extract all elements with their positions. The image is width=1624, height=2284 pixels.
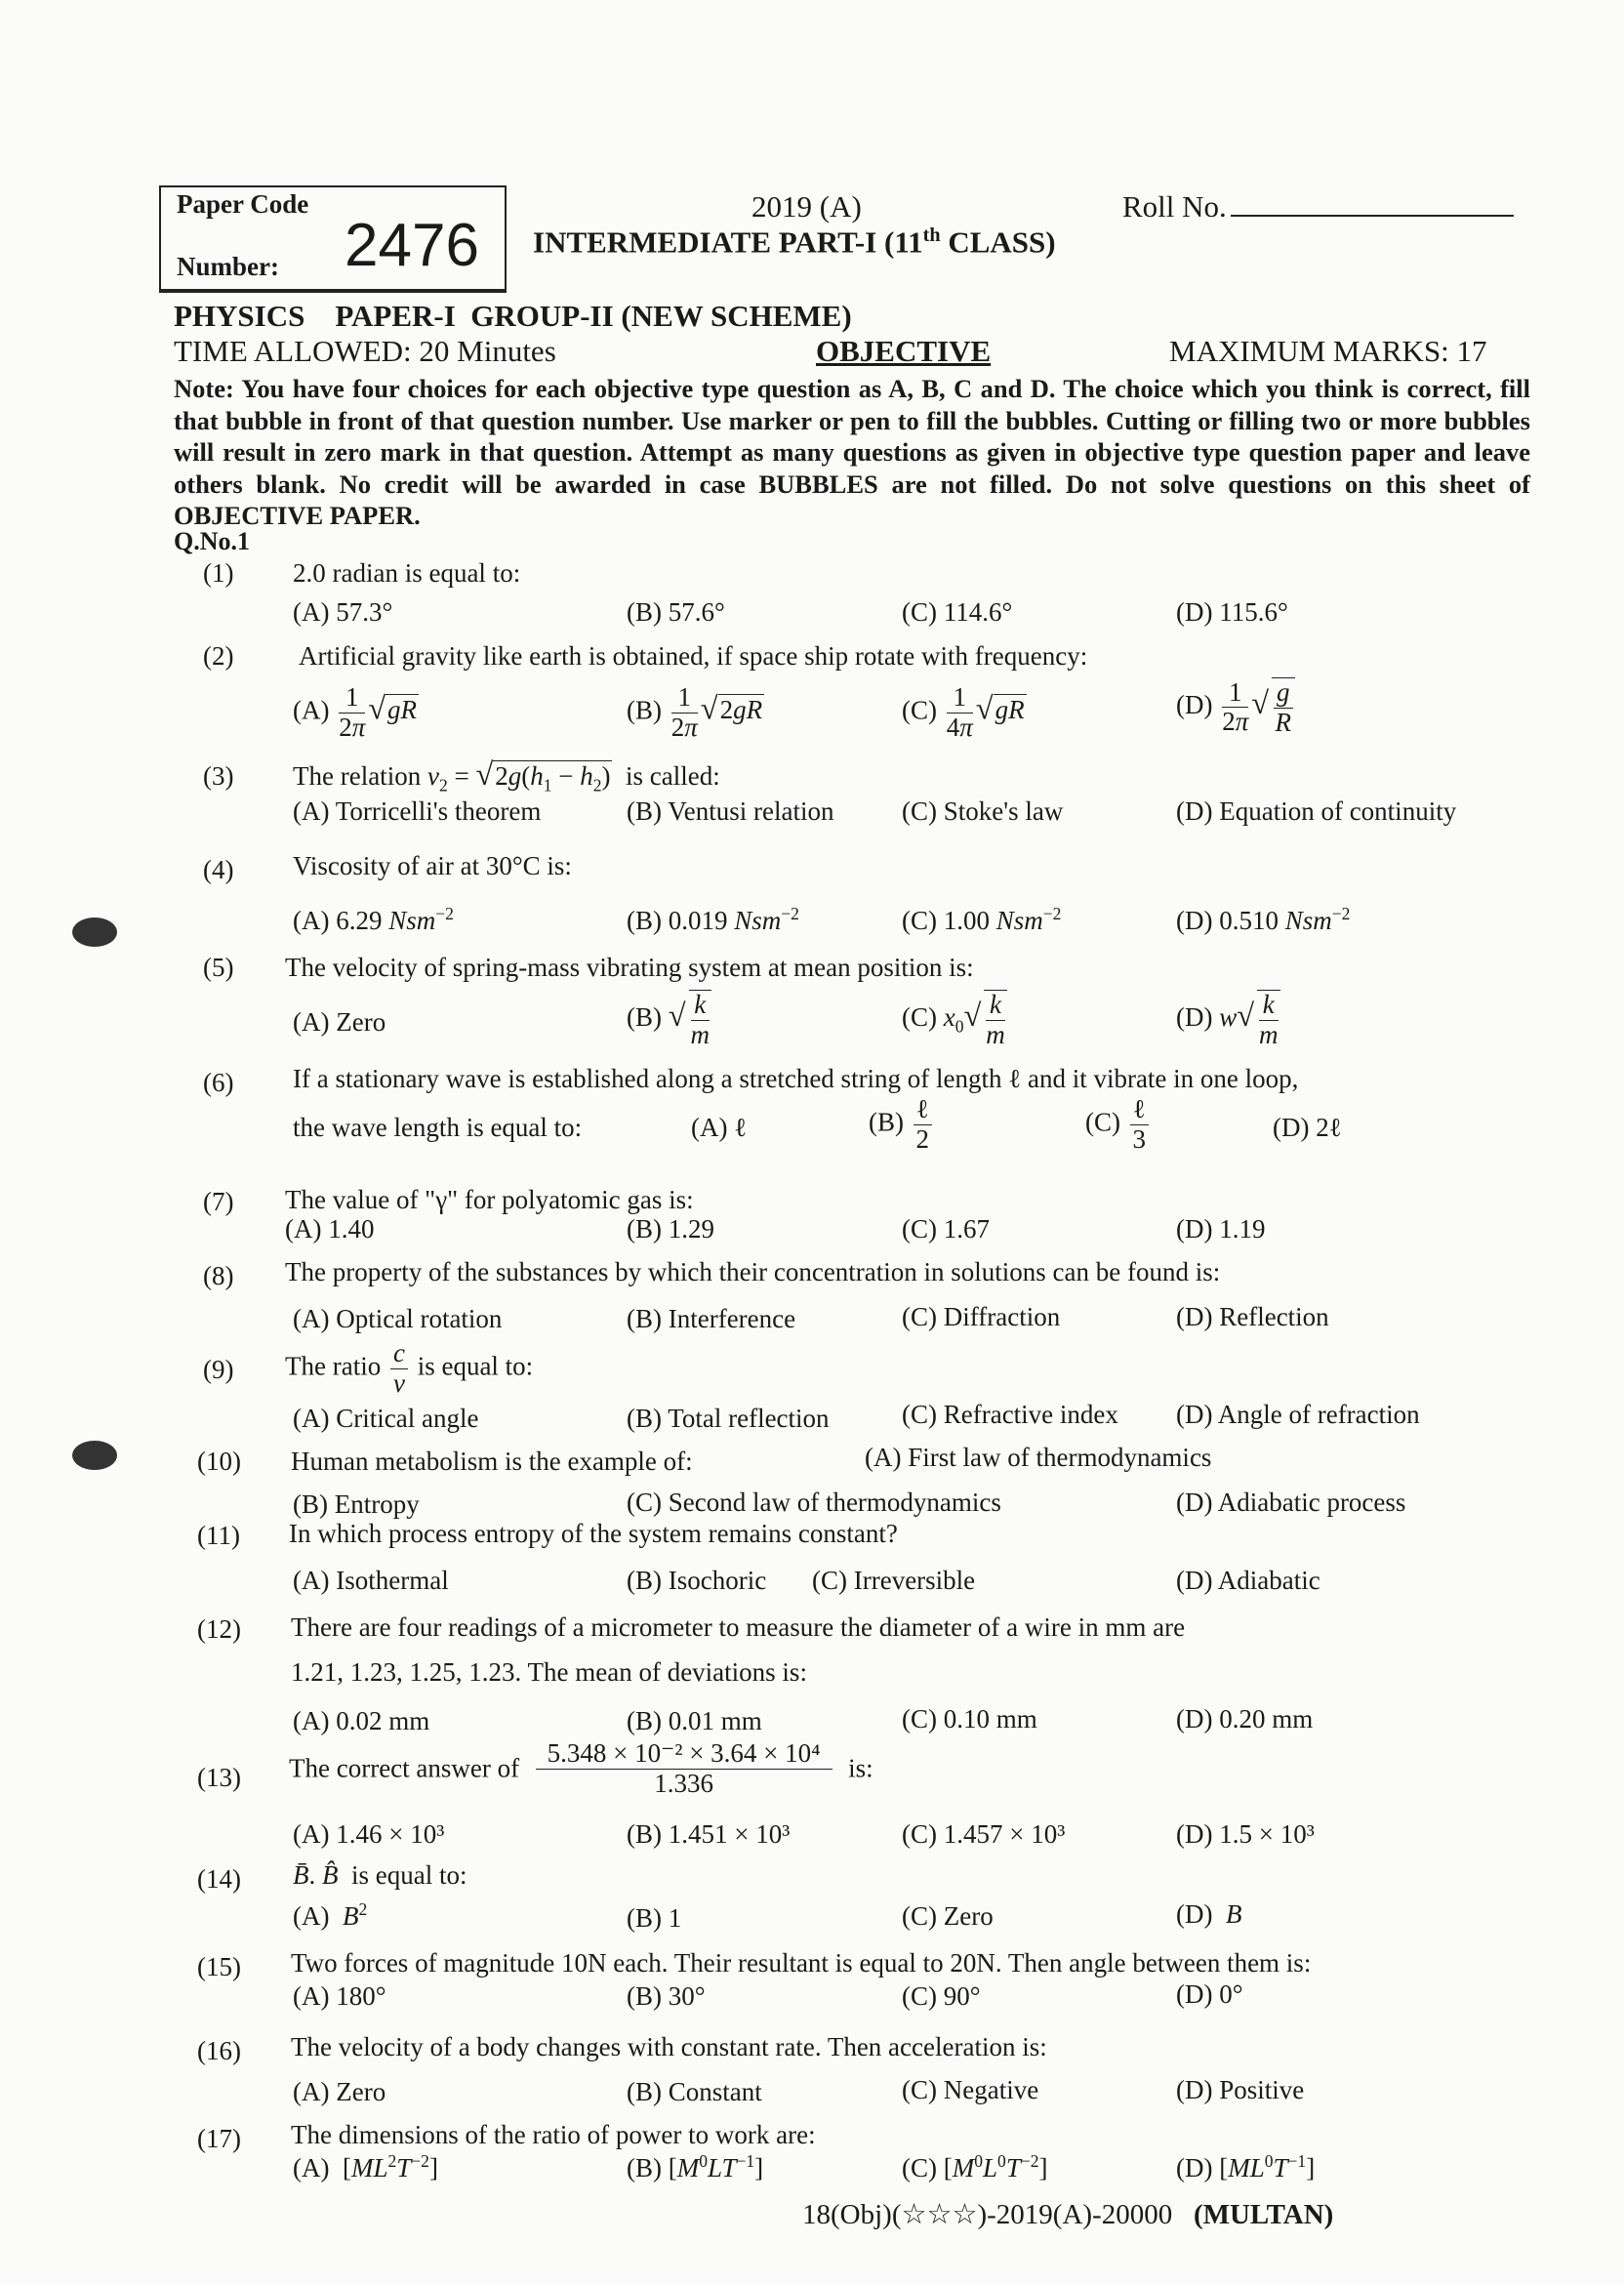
option-d: (D) Adiabatic <box>1176 1566 1320 1595</box>
option-d: (D) Adiabatic process <box>1176 1488 1406 1517</box>
option-d: (D) 115.6° <box>1176 597 1288 627</box>
option-d: (D) Equation of continuity <box>1176 796 1457 826</box>
paper-code-box <box>159 185 507 293</box>
exam-year: 2019 (A) <box>751 189 862 224</box>
option-a: (A) First law of thermodynamics <box>865 1443 1212 1472</box>
option-d: (D) 1.19 <box>1176 1214 1266 1244</box>
option-b: (B) 1.451 × 10³ <box>627 1819 791 1849</box>
question-text-continued: the wave length is equal to: <box>293 1113 583 1142</box>
paper-footer <box>802 2197 1333 2231</box>
option-c: (C) 114.6° <box>902 597 1013 627</box>
option-c: (C) Diffraction <box>902 1302 1061 1331</box>
subject-line: PHYSICS PAPER-I GROUP-II (NEW SCHEME) <box>174 299 852 333</box>
option-c: (C) Refractive index <box>902 1400 1118 1429</box>
roll-number <box>1122 189 1514 224</box>
footer-code: 18(Obj)(☆☆☆)-2019(A)-20000 <box>802 2199 1173 2230</box>
question-text: The ratio $\frac{c}{v}$ is equal to: <box>285 1338 534 1398</box>
option-b: (B) 30° <box>627 1981 706 2011</box>
roll-label: Roll No. <box>1122 189 1227 224</box>
option-c: (C) $x_0√$ $\frac{k}{m}$ <box>902 990 1005 1049</box>
option-a: (A) $[ML^2T^{-2}]$ <box>293 2151 438 2182</box>
question-number: (2) <box>203 641 234 671</box>
option-a: (A) Torricelli's theorem <box>293 796 542 826</box>
question-text: The dimensions of the ratio of power to work are: <box>291 2120 816 2149</box>
option-d: (D) Angle of refraction <box>1176 1400 1420 1429</box>
option-d: (D) Positive <box>1176 2075 1305 2104</box>
option-c: (C) 1.457 × 10³ <box>902 1819 1066 1849</box>
question-text: The relation $v_2 = √2g(h_1 - h_2)$ is called: <box>293 757 720 795</box>
option-b: (B) 1 <box>627 1903 682 1933</box>
option-a: (A) Optical rotation <box>293 1304 503 1333</box>
option-c: (C) Stoke's law <box>902 796 1064 826</box>
punch-hole-mark <box>72 1441 117 1470</box>
option-b: (B) $\frac{1}{2\pi}$ √2gR <box>627 682 763 742</box>
question-number: (7) <box>203 1187 234 1216</box>
question-text: Viscosity of air at 30°C is: <box>293 851 572 880</box>
option-d: (D) 2ℓ <box>1273 1113 1342 1142</box>
option-b: (B) 57.6° <box>627 597 725 627</box>
option-c: (C) Zero <box>902 1901 994 1931</box>
option-d: (D) $\frac{1}{2\pi}$ √ $\frac{g}{R}$ <box>1176 677 1298 737</box>
question-text: B̄. B̂ is equal to: <box>293 1860 467 1890</box>
option-c: (C) $\frac{1}{4\pi}$ √gR <box>902 682 1025 742</box>
option-b: (B) 1.29 <box>627 1214 714 1244</box>
option-b: (B) Interference <box>627 1304 796 1333</box>
expression-numerator: 5.348 × 10⁻² × 3.64 × 10⁴ <box>536 1739 832 1770</box>
option-a: (A) 1.40 <box>285 1214 375 1244</box>
option-d: (D) 0° <box>1176 1979 1243 2009</box>
option-b: (B) Isochoric <box>627 1566 767 1595</box>
question-number: (16) <box>197 2036 241 2065</box>
paper-code-number: 2476 <box>345 212 479 279</box>
question-text: There are four readings of a micrometer to measure the diameter of a wire in mm are <box>291 1612 1186 1642</box>
option-c: (C) 90° <box>902 1981 981 2011</box>
option-c: (C) 0.10 mm <box>902 1704 1037 1733</box>
option-b: (B) 0.01 mm <box>627 1706 762 1735</box>
option-b: (B) Ventusi relation <box>627 796 834 826</box>
option-c: (C) 1.00 Nsm$^{-2}$ <box>902 904 1062 935</box>
question-text-continued: 1.21, 1.23, 1.25, 1.23. The mean of deviations is: <box>291 1657 807 1687</box>
option-a: (A) Critical angle <box>293 1404 479 1433</box>
question-text: The velocity of a body changes with constant rate. Then acceleration is: <box>291 2032 1047 2061</box>
maximum-marks: MAXIMUM MARKS: 17 <box>1169 334 1487 368</box>
question-number: (13) <box>197 1763 241 1792</box>
option-c: (C) Second law of thermodynamics <box>627 1488 1001 1517</box>
option-d: (D) w√ $\frac{k}{m}$ <box>1176 990 1279 1049</box>
option-b: (B) √ $\frac{k}{m}$ <box>627 990 710 1049</box>
option-c: (C) Irreversible <box>812 1566 976 1595</box>
question-text: Artificial gravity like earth is obtained, if space ship rotate with frequency: <box>299 641 1088 671</box>
option-d: (D) 0.20 mm <box>1176 1704 1314 1733</box>
question-text: The property of the substances by which their concentration in solutions can be found is: <box>285 1257 1221 1286</box>
question-number: (1) <box>203 558 234 588</box>
question-number: (17) <box>197 2124 241 2153</box>
option-a: (A) ℓ <box>691 1113 748 1142</box>
option-d: (D) 0.510 Nsm$^{-2}$ <box>1176 904 1351 935</box>
class-title: INTERMEDIATE PART-I (11th CLASS) <box>533 224 1056 260</box>
option-b: (B) $[M^0LT^{-1}]$ <box>627 2151 764 2182</box>
roll-number-blank <box>1231 189 1514 217</box>
option-c: (C) $[M^0L^0T^{-2}]$ <box>902 2151 1048 2182</box>
option-a: (A) 57.3° <box>293 597 393 627</box>
option-a: (A) $B^2$ <box>293 1899 368 1931</box>
option-a: (A) $\frac{1}{2\pi}$ √gR <box>293 682 418 742</box>
number-label: Number: <box>177 252 279 281</box>
question-number: (5) <box>203 953 234 982</box>
option-d: (D) B <box>1176 1899 1242 1929</box>
question-number: (12) <box>197 1614 241 1644</box>
option-d: (D) $[ML^0T^{-1}]$ <box>1176 2151 1316 2182</box>
question-number: (6) <box>203 1068 234 1097</box>
question-number: (11) <box>197 1521 240 1550</box>
option-c: (C) $\frac{\text{ℓ}}{3}$ <box>1085 1095 1152 1154</box>
expression-denominator: 1.336 <box>654 1768 713 1798</box>
time-allowed: TIME ALLOWED: 20 Minutes <box>174 334 556 368</box>
option-a: (A) Zero <box>293 1007 386 1037</box>
option-a: (A) 0.02 mm <box>293 1706 430 1735</box>
question-text: The value of "γ" for polyatomic gas is: <box>285 1185 694 1214</box>
option-b: (B) $\frac{\text{ℓ}}{2}$ <box>869 1095 935 1154</box>
option-c: (C) Negative <box>902 2075 1039 2104</box>
option-a: (A) 180° <box>293 1981 386 2011</box>
option-c: (C) 1.67 <box>902 1214 990 1244</box>
option-a: (A) 6.29 Nsm$^{-2}$ <box>293 904 454 935</box>
paper-code-label: Paper Code <box>177 189 309 219</box>
punch-hole-mark <box>72 918 117 947</box>
question-number: (8) <box>203 1261 234 1290</box>
question-text: The correct answer of $\frac{\text{5.348 × 10⁻² × 3.64 × 10⁴}}{1.336}$ is: <box>289 1738 873 1798</box>
question-text: 2.0 radian is equal to: <box>293 558 521 588</box>
question-text: The velocity of spring-mass vibrating system at mean position is: <box>285 953 974 982</box>
instructions-note: Note: You have four choices for each objective type question as A, B, C and D. The choice which you think is correct, fill that bubble in front of that question number. Use marker or pen to fill the bubbles. Cutting or filling two or more bubbles will result in zero mark in that question. Attempt as many questions as given in objective type question paper and leave others blank. No credit will be awarded in case BUBBLES are not filled. Do not solve questions on this sheet of OBJECTIVE PAPER. <box>174 374 1530 530</box>
question-number: (3) <box>203 761 234 791</box>
question-number: (10) <box>197 1447 241 1476</box>
question-text: Human metabolism is the example of: <box>291 1447 693 1476</box>
question-text: In which process entropy of the system remains constant? <box>289 1519 898 1548</box>
question-number: (14) <box>197 1864 241 1894</box>
option-a: (A) 1.46 × 10³ <box>293 1819 445 1849</box>
question-number: (9) <box>203 1355 234 1384</box>
footer-city: (MULTAN) <box>1193 2199 1334 2230</box>
option-d: (D) 1.5 × 10³ <box>1176 1819 1315 1849</box>
question-text: If a stationary wave is established along a stretched string of length ℓ and it vibrate in one loop, <box>293 1064 1299 1093</box>
question-number: (15) <box>197 1952 241 1981</box>
option-b: (B) Constant <box>627 2077 762 2106</box>
objective-heading: OBJECTIVE <box>816 334 992 368</box>
option-b: (B) Total reflection <box>627 1404 830 1433</box>
question-number-label: Q.No.1 <box>174 527 250 555</box>
option-b: (B) 0.019 Nsm$^{-2}$ <box>627 904 799 935</box>
option-a: (A) Isothermal <box>293 1566 449 1595</box>
option-a: (A) Zero <box>293 2077 386 2106</box>
option-d: (D) Reflection <box>1176 1302 1329 1331</box>
question-text: Two forces of magnitude 10N each. Their resultant is equal to 20N. Then angle between them is: <box>291 1948 1312 1978</box>
question-number: (4) <box>203 855 234 884</box>
option-b: (B) Entropy <box>293 1489 420 1519</box>
